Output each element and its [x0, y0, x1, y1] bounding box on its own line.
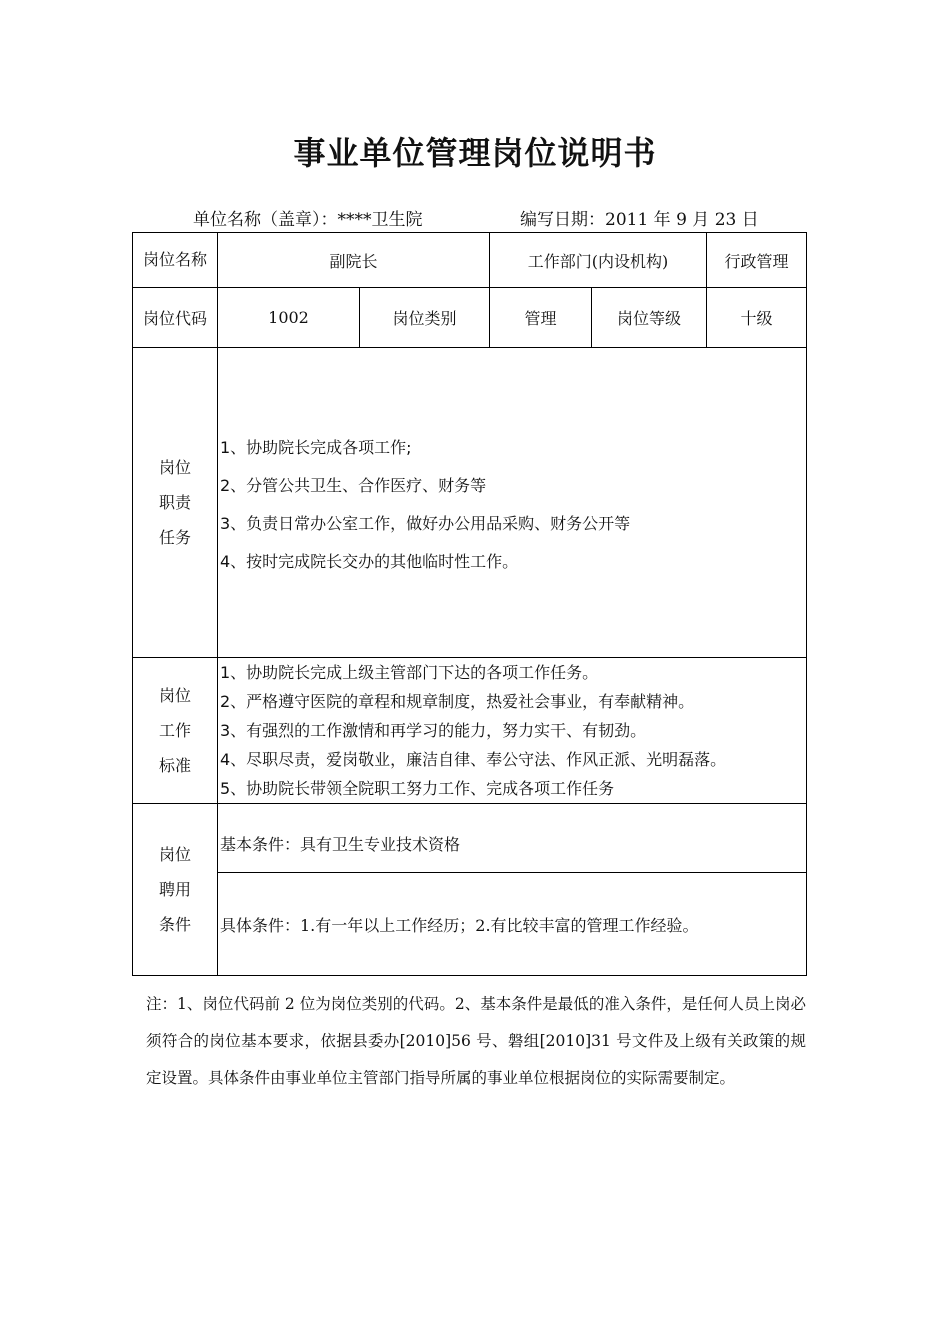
conditions-label: 岗位 聘用 条件 — [133, 804, 218, 976]
table-row — [133, 348, 807, 658]
post-name-label: 岗位名称 — [133, 233, 218, 288]
table-row — [133, 658, 807, 804]
duties-list — [218, 348, 807, 658]
table-row — [133, 804, 807, 873]
unit-name: 单位名称（盖章）：****卫生院 — [193, 210, 423, 230]
list-item: 2、严格遵守医院的章程和规章制度，热爱社会事业，有奉献精神。 — [220, 692, 695, 711]
list-item: 3、有强烈的工作激情和再学习的能力，努力实干、有韧劲。 — [220, 721, 647, 740]
table-row — [133, 873, 807, 976]
standards-list — [218, 658, 807, 804]
post-grade-value: 十级 — [707, 288, 807, 348]
table-row — [133, 288, 807, 348]
table-row — [133, 233, 807, 288]
dept-label: 工作部门(内设机构) — [490, 233, 707, 288]
post-category-label: 岗位类别 — [360, 288, 490, 348]
footnote: 注：1、岗位代码前 2 位为岗位类别的代码。2、基本条件是最低的准入条件，是任何人员上岗必须符合的岗位基本要求，依据县委办[2010]56 号、磐组[2010]31 号文件及上级有关政策的规定设置。具体条件由事业单位主管部门指导所属的事业单位根据岗位的实际需要制定。 — [146, 995, 806, 1087]
post-category-value: 管理 — [490, 288, 592, 348]
specific-conditions: 具体条件：1.有一年以上工作经历；2.有比较丰富的管理工作经验。 — [218, 873, 807, 976]
list-item: 1、协助院长完成各项工作; — [220, 437, 412, 457]
job-description-table — [132, 232, 807, 976]
standards-label: 岗位 工作 标准 — [133, 658, 218, 804]
list-item: 4、尽职尽责，爱岗敬业，廉洁自律、奉公守法、作风正派、光明磊落。 — [220, 750, 727, 769]
list-item: 1、协助院长完成上级主管部门下达的各项工作任务。 — [220, 663, 599, 682]
write-date: 编写日期：2011 年 9 月 23 日 — [520, 210, 759, 230]
dept-value: 行政管理 — [707, 233, 807, 288]
post-grade-label: 岗位等级 — [592, 288, 707, 348]
post-name-value: 副院长 — [218, 233, 490, 288]
duties-label: 岗位 职责 任务 — [133, 348, 218, 658]
list-item: 4、按时完成院长交办的其他临时性工作。 — [220, 551, 519, 571]
basic-conditions: 基本条件：具有卫生专业技术资格 — [218, 804, 807, 873]
post-code-label: 岗位代码 — [133, 288, 218, 348]
document-title: 事业单位管理岗位说明书 — [293, 134, 657, 172]
post-code-value: 1002 — [218, 288, 360, 348]
list-item: 2、分管公共卫生、合作医疗、财务等 — [220, 475, 487, 495]
list-item: 3、负责日常办公室工作，做好办公用品采购、财务公开等 — [220, 513, 631, 533]
list-item: 5、协助院长带领全院职工努力工作、完成各项工作任务 — [220, 779, 615, 798]
